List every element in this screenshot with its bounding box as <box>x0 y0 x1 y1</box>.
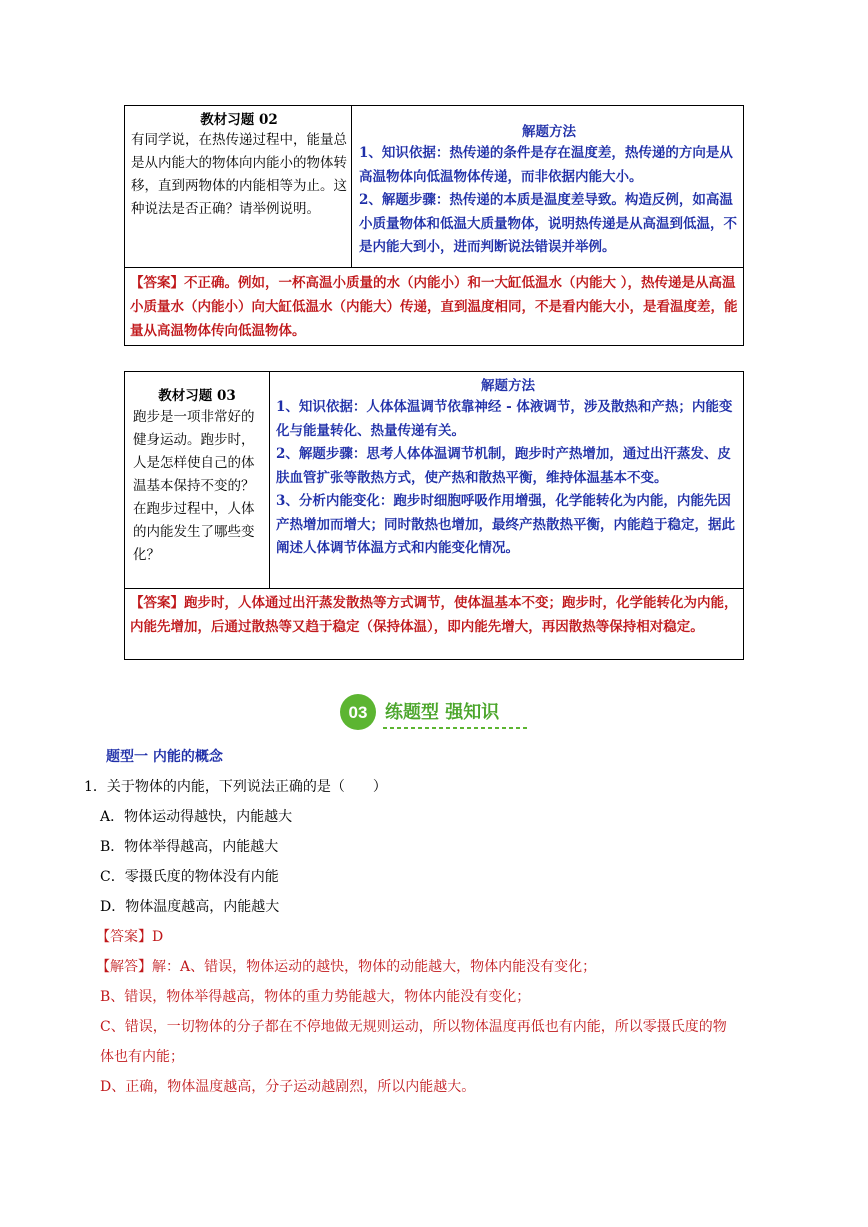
method-step-1: 1、知识依据：人体体温调节依靠神经 - 体液调节，涉及散热和产热；内能变化与能量转化、热量传递有关。 <box>276 399 733 439</box>
badge-number: 03 <box>348 703 368 722</box>
option-c: C．零摄氏度的物体没有内能 <box>100 869 279 885</box>
section-badge-graphic <box>339 693 539 733</box>
option-d: D．物体温度越高，内能越大 <box>100 899 280 915</box>
question-type-title: 题型一 内能的概念 <box>106 749 223 765</box>
exercise-left-cell <box>133 384 261 567</box>
method-cell <box>359 120 739 260</box>
exercise-left-cell <box>131 108 347 221</box>
exercise-question: 有同学说，在热传递过程中，能量总是从内能大的物体向内能小的物体转移，直到两物体的内能相等为止。这种说法是否正确？请举例说明。 <box>131 132 347 217</box>
option-b: B．物体举得越高，内能越大 <box>100 839 279 855</box>
answer-cell <box>130 591 738 639</box>
section-badge <box>339 693 539 737</box>
exercise-question: 跑步是一项非常好的健身运动。跑步时，人是怎样使自己的体温基本保持不变的？在跑步过程中，人体的内能发生了哪些变化？ <box>133 409 255 563</box>
answer-text: 【答案】跑步时，人体通过出汗蒸发散热等方式调节，使体温基本不变；跑步时，化学能转化为内能，内能先增加，后通过散热等又趋于稳定（保持体温），即内能先增大，再因散热等保持相对稳定。 <box>130 595 738 635</box>
exercise-title: 教材习题 03 <box>158 388 236 404</box>
method-title: 解题方法 <box>522 124 576 140</box>
textbook-exercise-02-table <box>124 105 744 346</box>
question-stem: 1．关于物体的内能，下列说法正确的是（ ） <box>84 779 387 795</box>
analysis-line-2: B、错误，物体举得越高，物体的重力势能越大，物体内能没有变化； <box>100 989 531 1005</box>
analysis-line-3: C、错误，一切物体的分子都在不停地做无规则运动，所以物体温度再低也有内能，所以零摄氏度的物 <box>100 1019 727 1035</box>
method-step-2: 2、解题步骤：思考人体体温调节机制，跑步时产热增加，通过出汗蒸发、皮肤血管扩张等散热方式，使产热和散热平衡，维持体温基本不变。 <box>276 446 731 486</box>
exercise-title: 教材习题 02 <box>200 112 278 128</box>
method-step-3: 3、分析内能变化：跑步时细胞呼吸作用增强，化学能转化为内能，内能先因产热增加而增大；同时散热也增加，最终产热散热平衡，内能趋于稳定，据此阐述人体调节体温方式和内能变化情况。 <box>276 493 735 556</box>
method-step-1: 1、知识依据：热传递的条件是存在温度差，热传递的方向是从高温物体向低温物体传递，而非依据内能大小。 <box>359 145 733 185</box>
analysis-line-4: 体也有内能； <box>100 1049 184 1065</box>
analysis-line-1: 【解答】解：A、错误，物体运动的越快，物体的动能越大，物体内能没有变化； <box>96 959 597 975</box>
method-title: 解题方法 <box>481 378 535 394</box>
analysis-line-5: D、正确，物体温度越高，分子运动越剧烈，所以内能越大。 <box>100 1079 476 1095</box>
answer-cell <box>130 271 738 343</box>
badge-text: 练题型 强知识 <box>385 702 500 723</box>
option-a: A．物体运动得越快，内能越大 <box>100 809 293 825</box>
answer-text: 【答案】不正确。例如，一杯高温小质量的水（内能小）和一大缸低温水（内能大 ），热传递是从高温小质量水（内能小）向大缸低温水（内能大）传递，直到温度相同，不是看内能大小，是看温度差，能量从高温物体传向低温物体。 <box>130 275 738 339</box>
method-step-2: 2、解题步骤：热传递的本质是温度差导致。构造反例，如高温小质量物体和低温大质量物体，说明热传递是从高温到低温，不是内能大到小，进而判断说法错误并举例。 <box>359 192 737 255</box>
method-cell <box>276 374 740 561</box>
answer-label: 【答案】D <box>96 929 164 945</box>
textbook-exercise-03-table <box>124 371 744 660</box>
